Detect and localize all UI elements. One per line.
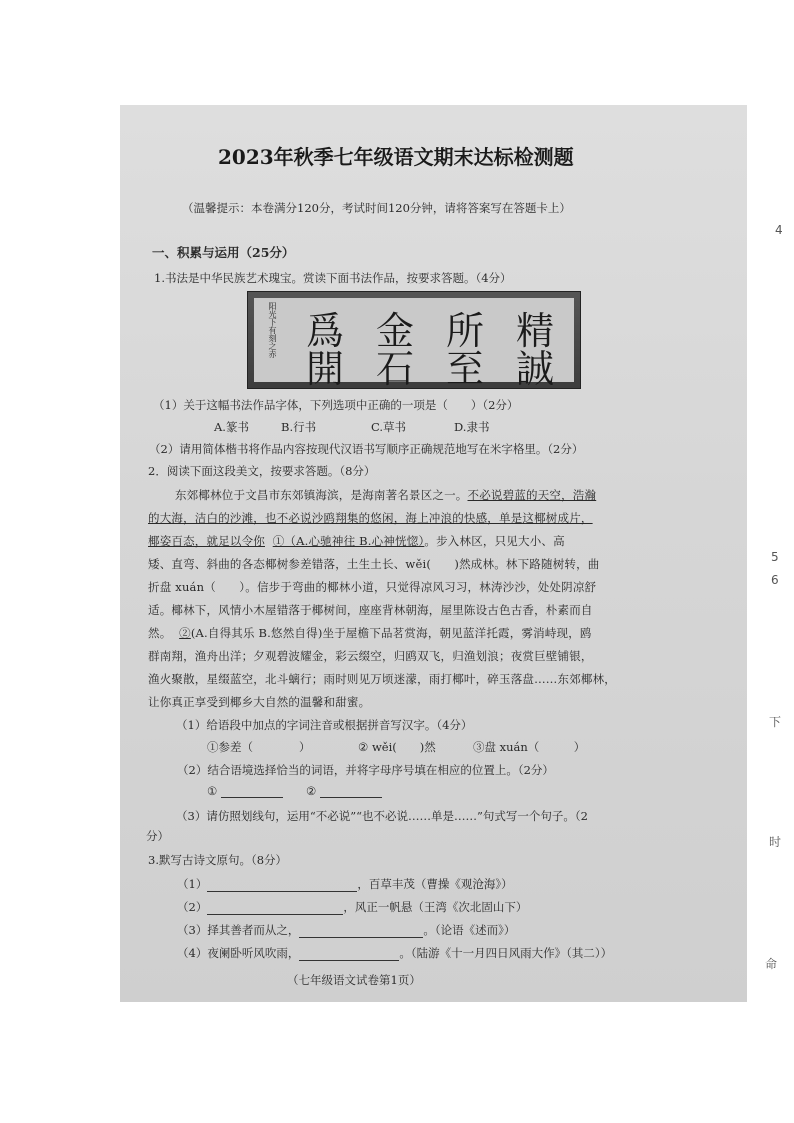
answer-blank[interactable] (221, 785, 283, 798)
answer-blank[interactable] (299, 948, 399, 961)
q1-sub1: （1）关于这幅书法作品字体，下列选项中正确的一项是（ ）（2分） (153, 398, 519, 412)
recitation-num: （1） (177, 877, 208, 891)
recitation-line[interactable] (177, 922, 515, 938)
edge-mark: 4 (775, 223, 783, 237)
calligraphy-char: 金 (376, 309, 415, 353)
recitation-num: （3）择其善者而从之， (177, 923, 300, 937)
passage-underlined: 不必说碧蓝的天空，浩瀚 (467, 488, 597, 502)
passage-underlined: 椰姿百态，就足以令你 (148, 534, 265, 548)
q2-stem: 2．阅读下面这段美文，按要求答题。（8分） (148, 464, 376, 478)
warm-tip: （温馨提示：本卷满分120分，考试时间120分钟，请将答案写在答题卡上） (182, 201, 571, 215)
q2-sub3: （3）请仿照划线句，运用“不必说”“也不必说……单是……”句式写一个句子。（2 (176, 809, 588, 823)
choice-blank-1: ①（A.心驰神往 B.心神恍惚） (272, 534, 425, 548)
calligraphy-char: 精 (516, 309, 555, 353)
q2-sub1-item: ①参差（ ） (207, 740, 311, 754)
answer-blank[interactable] (299, 925, 423, 938)
calligraphy-paper (254, 298, 574, 391)
calligraphy-char: 至 (446, 347, 485, 391)
recitation-text: 。（论语《述而》） (423, 923, 516, 937)
answer-blank[interactable] (320, 785, 382, 798)
q2-sub3-tail: 分） (146, 829, 169, 843)
q2-sub2: （2）结合语境选择恰当的词语，并将字母序号填在相应的位置上。（2分） (177, 763, 554, 777)
passage-line: 适。椰林下，风情小木屋错落于椰树间，座座背林朝海，屋里陈设古色古香，朴素而自 (148, 603, 593, 617)
recitation-text: 。（陆游《十一月四日风雨大作》（其二）） (399, 946, 613, 960)
q1-option: B.行书 (281, 420, 317, 434)
q2-sub1-item: ③盘 xuán（ ） (473, 740, 586, 754)
passage-text: 。步入林区，只见大小、高 (424, 534, 565, 548)
passage-line: 让你真正享受到椰乡大自然的温馨和甜蜜。 (148, 695, 371, 709)
q2-sub1: （1）给语段中加点的字词注音或根据拼音写汉字。（4分） (176, 718, 473, 732)
passage-line (175, 487, 596, 503)
passage-line (148, 533, 565, 549)
q1-option: C.草书 (371, 420, 407, 434)
recitation-text: ，风正一帆悬（王湾《次北固山下） (343, 900, 528, 914)
passage-text: 然。 (148, 626, 172, 640)
q2-sub1-item: ② wěi( )然 (358, 740, 436, 754)
q1-sub2: （2）请用简体楷书将作品内容按现代汉语书写顺序正确规范地写在米字格里。（2分） (149, 442, 584, 456)
answer-label: ② (306, 784, 317, 798)
q1-stem: 1.书法是中华民族艺术瑰宝。赏读下面书法作品，按要求答题。（4分） (154, 271, 512, 285)
edge-mark: 时 (769, 835, 782, 849)
answer-line[interactable] (207, 784, 283, 798)
passage-line: 群南翔，渔舟出洋；夕观碧波耀金，彩云缀空，归鸥双飞，归渔划浪；夜赏巨壁铺银， (148, 649, 593, 663)
answer-line[interactable] (306, 784, 382, 798)
recitation-text: ，百草丰茂（曹操《观沧海》） (357, 877, 513, 891)
passage-line: 矮、直弯、斜曲的各态椰树参差错落，土生土长、wěi( )然成林。林下路随树转，曲 (148, 557, 600, 571)
calligraphy-char: 所 (446, 309, 485, 353)
passage-line: 渔火聚散，星缀蓝空，北斗螭行；雨时则见万顷迷濛，雨打椰叶，碎玉落盘……东郊椰林， (148, 672, 616, 686)
edge-mark: 下 (769, 715, 782, 729)
calligraphy-image (247, 291, 581, 389)
q1-option: A.篆书 (214, 420, 249, 434)
passage-text: (A.自得其乐 B.悠然自得)坐于屋檐下品茗赏海，朝见蓝洋托霞，雾消峙现，鸥 (190, 626, 592, 640)
passage-text: 东郊椰林位于文昌市东郊镇海滨，是海南著名景区之一。 (175, 488, 468, 502)
page-title: 2023年秋季七年级语文期末达标检测题 (218, 145, 574, 169)
answer-blank[interactable] (207, 879, 357, 892)
edge-mark: 命 (765, 957, 778, 971)
recitation-line[interactable] (177, 945, 612, 961)
choice-blank-2: ② (179, 626, 191, 640)
recitation-line[interactable] (177, 899, 527, 915)
edge-mark: 6 (771, 573, 779, 587)
calligraphy-char: 爲 (306, 309, 345, 353)
passage-line: 折盘 xuán（ ）。信步于弯曲的椰林小道，只觉得凉风习习，林涛沙沙，处处阴凉舒 (148, 580, 597, 594)
passage-line-underlined: 的大海，洁白的沙滩，也不必说沙鸥翔集的悠闲，海上冲浪的快感，单是这椰树成片， (148, 511, 593, 525)
q3-stem: 3.默写古诗文原句。（8分） (148, 853, 288, 867)
edge-mark: 5 (771, 550, 779, 564)
page-footer: （七年级语文试卷第1页） (287, 973, 421, 987)
calligraphy-char: 石 (376, 347, 415, 391)
answer-blank[interactable] (207, 902, 343, 915)
q1-option: D.隶书 (454, 420, 490, 434)
right-edge-strip (747, 105, 794, 1002)
calligraphy-char: 開 (306, 347, 345, 391)
passage-line (148, 625, 592, 641)
recitation-line[interactable] (177, 876, 513, 892)
recitation-num: （4）夜阑卧听风吹雨， (177, 946, 300, 960)
calligraphy-inscription: 阳光下有刻之赤 (268, 302, 277, 358)
recitation-num: （2） (177, 900, 208, 914)
calligraphy-char: 誠 (516, 347, 555, 391)
answer-label: ① (207, 784, 218, 798)
section-heading: 一、积累与运用（25分） (152, 245, 295, 260)
